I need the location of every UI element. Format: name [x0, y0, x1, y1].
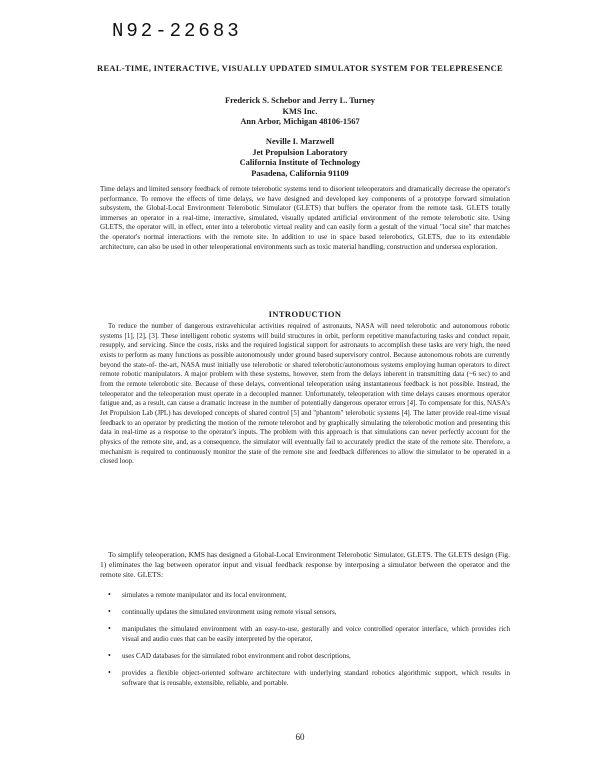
author-names: Frederick S. Schebor and Jerry L. Turney: [225, 96, 375, 105]
introduction-paragraph-2: To simplify teleoperation, KMS has designed a Global-Local Environment Telerobotic Simulator, GLETS. The GLETS design (Fig. 1) eliminates the lag between operator input and visual feedback response by interposing a simulator between the operator and the remote site. GLETS:: [100, 550, 510, 580]
list-item-text: simulates a remote manipulator and its local environment,: [122, 591, 287, 599]
author-address: Ann Arbor, Michigan 48106-1567: [240, 117, 360, 126]
page-number: 60: [295, 732, 305, 742]
bullet-icon: •: [108, 668, 111, 677]
author-block-kms: [150, 96, 450, 128]
list-item: [100, 607, 510, 617]
list-item: [100, 668, 510, 688]
glets-feature-list: [100, 590, 510, 695]
author-institution: California Institute of Technology: [239, 158, 361, 167]
list-item-text: provides a flexible object-oriented software architecture with underlying standard robotics algorithmic support, which results in software that is reusable, extensible, reliable, and portable.: [122, 669, 510, 687]
bullet-icon: •: [108, 607, 111, 616]
author-address: Pasadena, California 91109: [251, 168, 349, 178]
document-number: N92-22683: [112, 20, 242, 42]
bullet-icon: •: [108, 624, 111, 633]
abstract: Time delays and limited sensory feedback of remote telerobotic systems tend to disorient teleoperators and dramatically decrease the operator's performance. To remove the effects of time delays, we have designed and developed key components of a prototype forward simulation subsystem, the Global-Local Environment Telerobotic Simulator (GLETS) that buffers the operator from the remote task. GLETS totally immerses an operator in a real-time, interactive, simulated, visually updated artificial environment of the remote telerobotic site. Using GLETS, the operator will, in effect, enter into a telerobotic virtual reality and can easily form a gestalt of the virtual "local site" that matches the operator's normal interactions with the remote site. In addition to use in space based telerobotics, GLETS, due to its extendable architecture, can also be used in other teleoperational environments such as toxic material handling, construction and undersea exploration.: [100, 185, 510, 251]
paper-title: REAL-TIME, INTERACTIVE, VISUALLY UPDATED SIMULATOR SYSTEM FOR TELEPRESENCE: [97, 63, 503, 73]
list-item-text: continually updates the simulated environment using remote visual sensors,: [122, 608, 337, 616]
bullet-icon: •: [108, 590, 111, 599]
list-item: [100, 590, 510, 600]
author-affiliation: Jet Propulsion Laboratory: [252, 147, 348, 157]
bullet-icon: •: [108, 651, 111, 660]
section-heading-introduction: INTRODUCTION: [268, 309, 342, 319]
author-names: Neville I. Marzwell: [265, 137, 335, 146]
list-item-text: uses CAD databases for the simulated robot environment and robot descriptions,: [122, 652, 351, 660]
list-item-text: manipulates the simulated environment with an easy-to-use, gesturally and voice controlled operator interface, which provides rich visual and audio cues that can be easily interpreted by the operator,: [122, 625, 510, 643]
introduction-paragraph-1: To reduce the number of dangerous extravehicular activities required of astronauts, NASA will need telerobotic and autonomous robotic systems [1], [2], [3]. These intelligent robotic systems will build structures in orbit, perform repetitive manufacturing tasks and conduct repair, resupply, and servicing. Since the costs, risks and the required logistical support for astronauts to accomplish these tasks are very high, the need exists to perform as many functions as possible autonomously under ground based supervisory control. Because autonomous robots are currently beyond the state-of- the-art, NASA must initially use telerobotic or shared telerobotic/autonomous systems employing human operators to direct remote robotic manipulators. A major problem with these systems, however, stem from the delays inherent in transmitting data (~6 sec) to and from the remote telerobotic site. Because of these delays, conventional teleoperation using instantaneous feedback is not possible. Instead, the teleoperator and the teleoperation must operate in a decoupled manner. Unfortunately, teleoperation with time delays causes enormous operator fatigue and, as a result, can cause a dramatic increase in the number of potentially dangerous operator errors [4]. To compensate for this, NASA's Jet Propulsion Lab (JPL) has developed concepts of shared control [5] and "phantom" telerobotic systems [4]. The latter provide real-time visual feedback to an operator by predicting the motion of the remote telerobot and by graphically simulating the telerobotic motion and presenting this data in real-time as a response to the operator's inputs. The problem with this approach is that simulations can never perfectly account for the physics of the remote site, and, as a consequence, the simulator will eventually fail to accurately predict the state of the remote site. Therefore, a mechanism is required to continuously monitor the state of the remote site and feedback differences to allow the simulator to be operated in a closed loop.: [100, 322, 510, 466]
author-block-jpl: [150, 137, 450, 179]
list-item: [100, 624, 510, 644]
list-item: [100, 651, 510, 661]
author-affiliation: KMS Inc.: [282, 106, 318, 116]
